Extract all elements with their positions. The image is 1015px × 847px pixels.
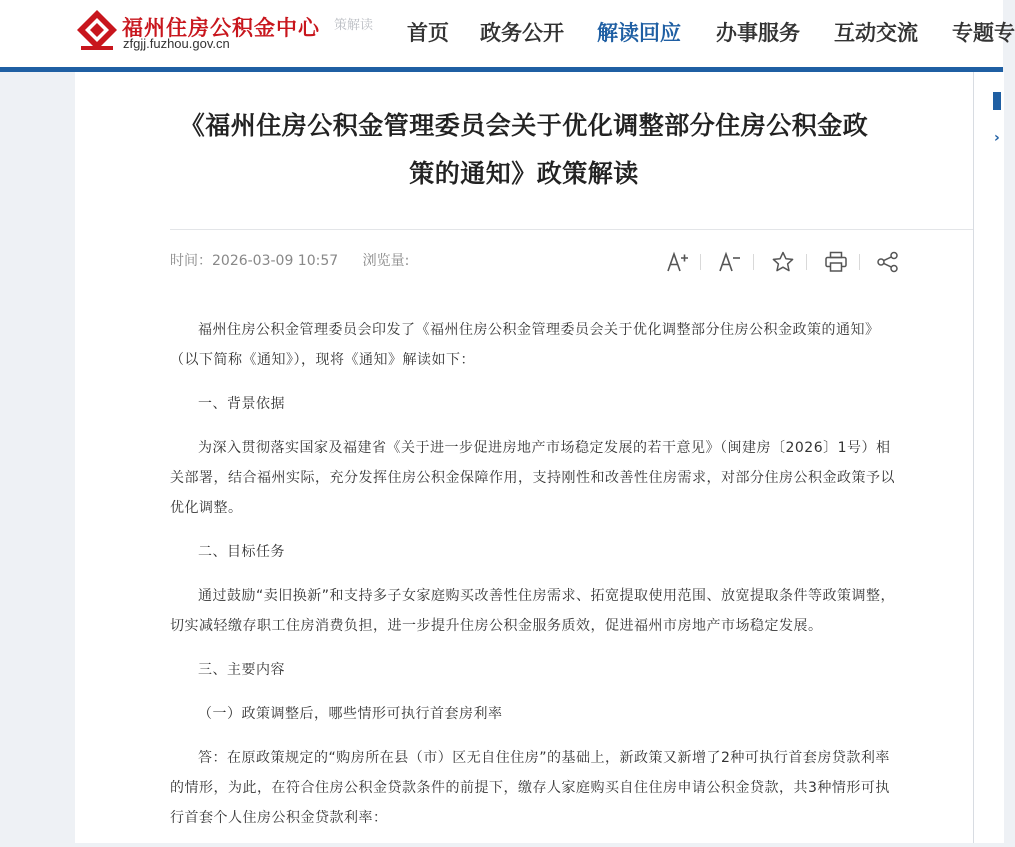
paragraph-intro: 福州住房公积金管理委员会印发了《福州住房公积金管理委员会关于优化调整部分住房公积金政策的通知》（以下简称《通知》），现将《通知》解读如下： — [170, 322, 880, 368]
nav-item-topics[interactable]: 专题专 — [952, 21, 1015, 45]
paragraph-background: 为深入贯彻落实国家及福建省《关于进一步促进房地产市场稳定发展的若干意见》（闽建房〔2026〕1号）相关部署，结合福州实际，充分发挥住房公积金保障作用，支持刚性和改善性住房需求，对部分住房公积金政策予以优化调整。 — [170, 440, 895, 516]
meta-divider — [170, 229, 974, 230]
right-sidebar-edge — [973, 72, 1004, 843]
share-icon — [876, 251, 900, 273]
print-button[interactable] — [823, 250, 849, 274]
nav-item-home[interactable]: 首页 — [407, 21, 449, 45]
toolbar-separator — [753, 254, 754, 270]
site-logo[interactable] — [75, 8, 375, 58]
print-icon — [824, 251, 848, 273]
publish-time-value: 2026-03-09 10:57 — [212, 253, 339, 269]
site-header — [0, 0, 1015, 67]
paragraph-goals: 通过鼓励“卖旧换新”和支持多子女家庭购买改善性住房需求、拓宽提取使用范围、放宽提取条件等政策调整，切实减轻缴存职工住房消费负担，进一步提升住房公积金服务质效，促进福州市房地产市场稳定发展。 — [170, 588, 896, 634]
favorite-button[interactable] — [770, 250, 796, 274]
favorite-star-icon — [771, 251, 795, 273]
breadcrumb-ghost-text: 策解读 — [334, 18, 374, 33]
logo-mark-icon — [75, 8, 119, 54]
font-increase-button[interactable] — [665, 250, 691, 274]
section-heading-background: 一、背景依据 — [198, 396, 285, 412]
toolbar-separator — [859, 254, 860, 270]
nav-item-interpretation[interactable]: 解读回应 — [597, 21, 681, 45]
nav-item-services[interactable]: 办事服务 — [716, 21, 800, 45]
paragraph-answer: 答：在原政策规定的“购房所在县（市）区无自住住房”的基础上，新政策又新增了2种可执行首套房贷款利率的情形，为此，在符合住房公积金贷款条件的前提下，缴存人家庭购买自住住房申请公积金贷款，共3种情形可执行首套个人住房公积金贷款利率： — [170, 750, 890, 826]
nav-item-government-affairs[interactable]: 政务公开 — [480, 21, 564, 45]
section-heading-content: 三、主要内容 — [198, 662, 285, 678]
nav-item-interaction[interactable]: 互动交流 — [834, 21, 918, 45]
site-title: 福州住房公积金中心 — [122, 15, 320, 40]
share-button[interactable] — [875, 250, 901, 274]
site-domain: zfgjj.fuzhou.gov.cn — [123, 36, 230, 51]
article-body — [170, 315, 900, 847]
chevron-right-icon[interactable]: › — [994, 130, 1000, 146]
views-label: 浏览量: — [362, 253, 410, 269]
toolbar-separator — [806, 254, 807, 270]
font-increase-icon — [666, 251, 690, 273]
article-panel — [75, 72, 973, 843]
sidebar-marker — [993, 92, 1001, 110]
publish-time-label: 时间： — [170, 253, 212, 269]
article-meta — [170, 250, 429, 270]
publish-time — [170, 253, 338, 269]
font-decrease-icon — [718, 251, 742, 273]
font-decrease-button[interactable] — [717, 250, 743, 274]
subsection-heading-first-home-rate: （一）政策调整后，哪些情形可执行首套房利率 — [198, 706, 503, 722]
article-title: 《福州住房公积金管理委员会关于优化调整部分住房公积金政策的通知》政策解读 — [179, 111, 869, 188]
section-heading-goals: 二、目标任务 — [198, 544, 285, 560]
toolbar-separator — [700, 254, 701, 270]
